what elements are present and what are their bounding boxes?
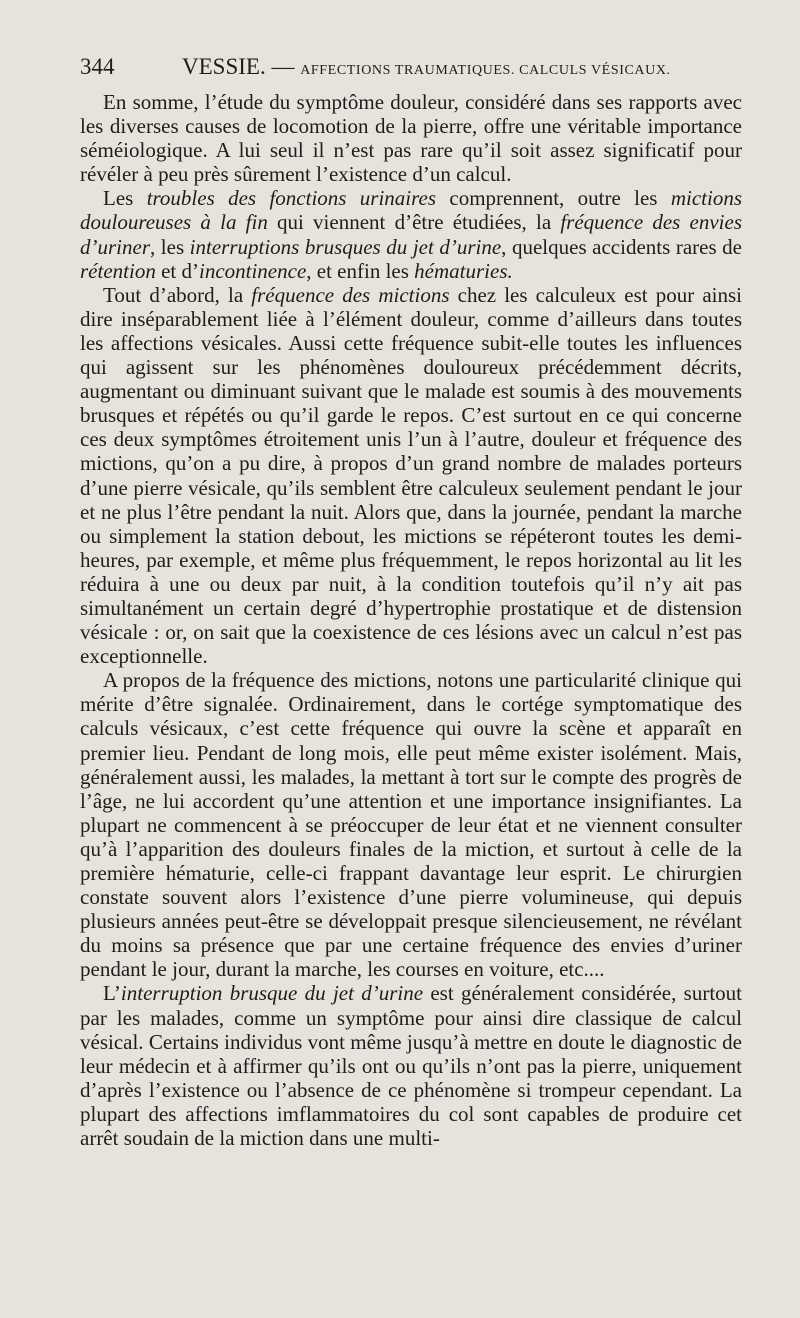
- italic-term: interruption brusque du jet d’urine: [120, 981, 424, 1006]
- paragraph-frequence-mictions: [80, 283, 742, 669]
- italic-term: mictions douloureuses à la fin: [80, 186, 742, 235]
- text-run: , quelques accidents rares de: [501, 234, 742, 259]
- page-number: 344: [80, 54, 115, 79]
- italic-term: hématuries.: [414, 258, 513, 283]
- text-run: L’: [103, 981, 121, 1006]
- text-run: est généralement considérée, surtout par les malades, comme un symptôme pour ainsi dire classique de calcul vésical. Certains individus vont même jusqu’à mettre en doute le diagnostic de leur médecin et à affirmer qu’ils ont ou qu’ils n’ont pas la pierre, uniquement d’après l’existence ou l’absence de ce phénomène si trompeur cependant. La plupart des affections imflammatoires du col sont capables de produire cet arrêt soudain de la miction dans une multi-: [80, 981, 742, 1151]
- running-subtitle: AFFECTIONS TRAUMATIQUES. CALCULS VÉSICAUX.: [300, 63, 671, 78]
- paragraph-symptome-douleur: [80, 90, 742, 186]
- text-run: Les: [103, 186, 147, 211]
- running-head: [182, 54, 671, 80]
- body-text: [80, 90, 742, 1150]
- text-run: , et enfin les: [306, 258, 415, 283]
- italic-term: rétention: [80, 258, 156, 283]
- paragraph-particularite-clinique: [80, 668, 742, 981]
- italic-term: incontinence: [198, 258, 307, 283]
- page-header: [80, 54, 742, 84]
- text-run: A propos de la fréquence des mictions, notons une particularité clinique qui mérite d’être signalée. Ordinairement, dans le cortége symptomatique des calculs vésicaux, c’est cette fréquence qui ouvre la scène et apparaît en premier lieu. Pendant de long mois, elle peut même exister isolément. Mais, généralement aussi, les malades, la mettant à tort sur le compte des progrès de l’âge, ne lui accordent qu’une attention et une importance insignifiantes. La plupart ne commencent à se préoccuper de leur état et ne viennent consulter qu’à l’apparition des douleurs finales de la miction, et surtout à celle de la première hématurie, celle-ci frappant davantage leur esprit. Le chirurgien constate souvent alors l’existence d’une pierre volumineuse, qui depuis plusieurs années peut-être se développait presque silencieusement, ne révélant du moins sa présence que par une certaine fréquence des envies d’uriner pendant le jour, durant la marche, les courses en voiture, etc....: [80, 668, 742, 982]
- text-run: comprennent, outre les: [436, 186, 671, 211]
- italic-term: fréquence des mictions: [251, 282, 450, 307]
- text-run: qui viennent d’être étudiées, la: [267, 210, 561, 235]
- paragraph-troubles-urinaires: [80, 186, 742, 282]
- text-run: et d’: [155, 258, 199, 283]
- text-run: En somme, l’étude du symptôme douleur, considéré dans ses rapports avec les diverses causes de locomotion de la pierre, offre une véritable importance séméiologique. A lui seul il n’est pas rare qu’il soit assez significatif pour révéler à peu près sûrement l’existence d’un calcul.: [80, 90, 742, 187]
- text-run: Tout d’abord, la: [103, 282, 252, 307]
- running-title: VESSIE.: [182, 54, 266, 79]
- italic-term: fréquence des envies d’uriner: [80, 210, 742, 259]
- running-dash: —: [271, 54, 295, 79]
- text-run: chez les calculeux est pour ainsi dire inséparablement liée à l’élément douleur, comme d’ailleurs dans toutes les affections vésicales. Aussi cette fréquence subit-elle toutes les influences qui agissent sur les phénomènes douloureux précédemment décrits, augmentant ou diminuant suivant que le malade est soumis à des mouvements brusques et répétés ou qu’il garde le repos. C’est surtout en ce qui concerne ces deux symptômes étroitement unis l’un à l’autre, douleur et fréquence des mictions, qu’on a pu dire, à propos d’un grand nombre de malades porteurs d’une pierre vésicale, qu’ils semblent être calculeux seulement pendant le jour et ne plus l’être pendant la nuit. Alors que, dans la journée, pendant la marche ou simplement la station debout, les mictions se répéteront toutes les demi-heures, par exemple, et même plus fréquemment, le repos horizontal au lit les réduira à une ou deux par nuit, à la condition toutefois qu’il n’y ait pas simultanément un certain degré d’hypertrophie prostatique et de distension vésicale : or, on sait que la coexistence de ces lésions avec un calcul n’est pas exceptionnelle.: [80, 282, 742, 669]
- text-run: , les: [150, 234, 190, 259]
- paragraph-interruption-jet: [80, 981, 742, 1150]
- italic-term: interruptions brusques du jet d’urine: [189, 234, 502, 259]
- italic-term: troubles des fonctions urinaires: [146, 186, 437, 211]
